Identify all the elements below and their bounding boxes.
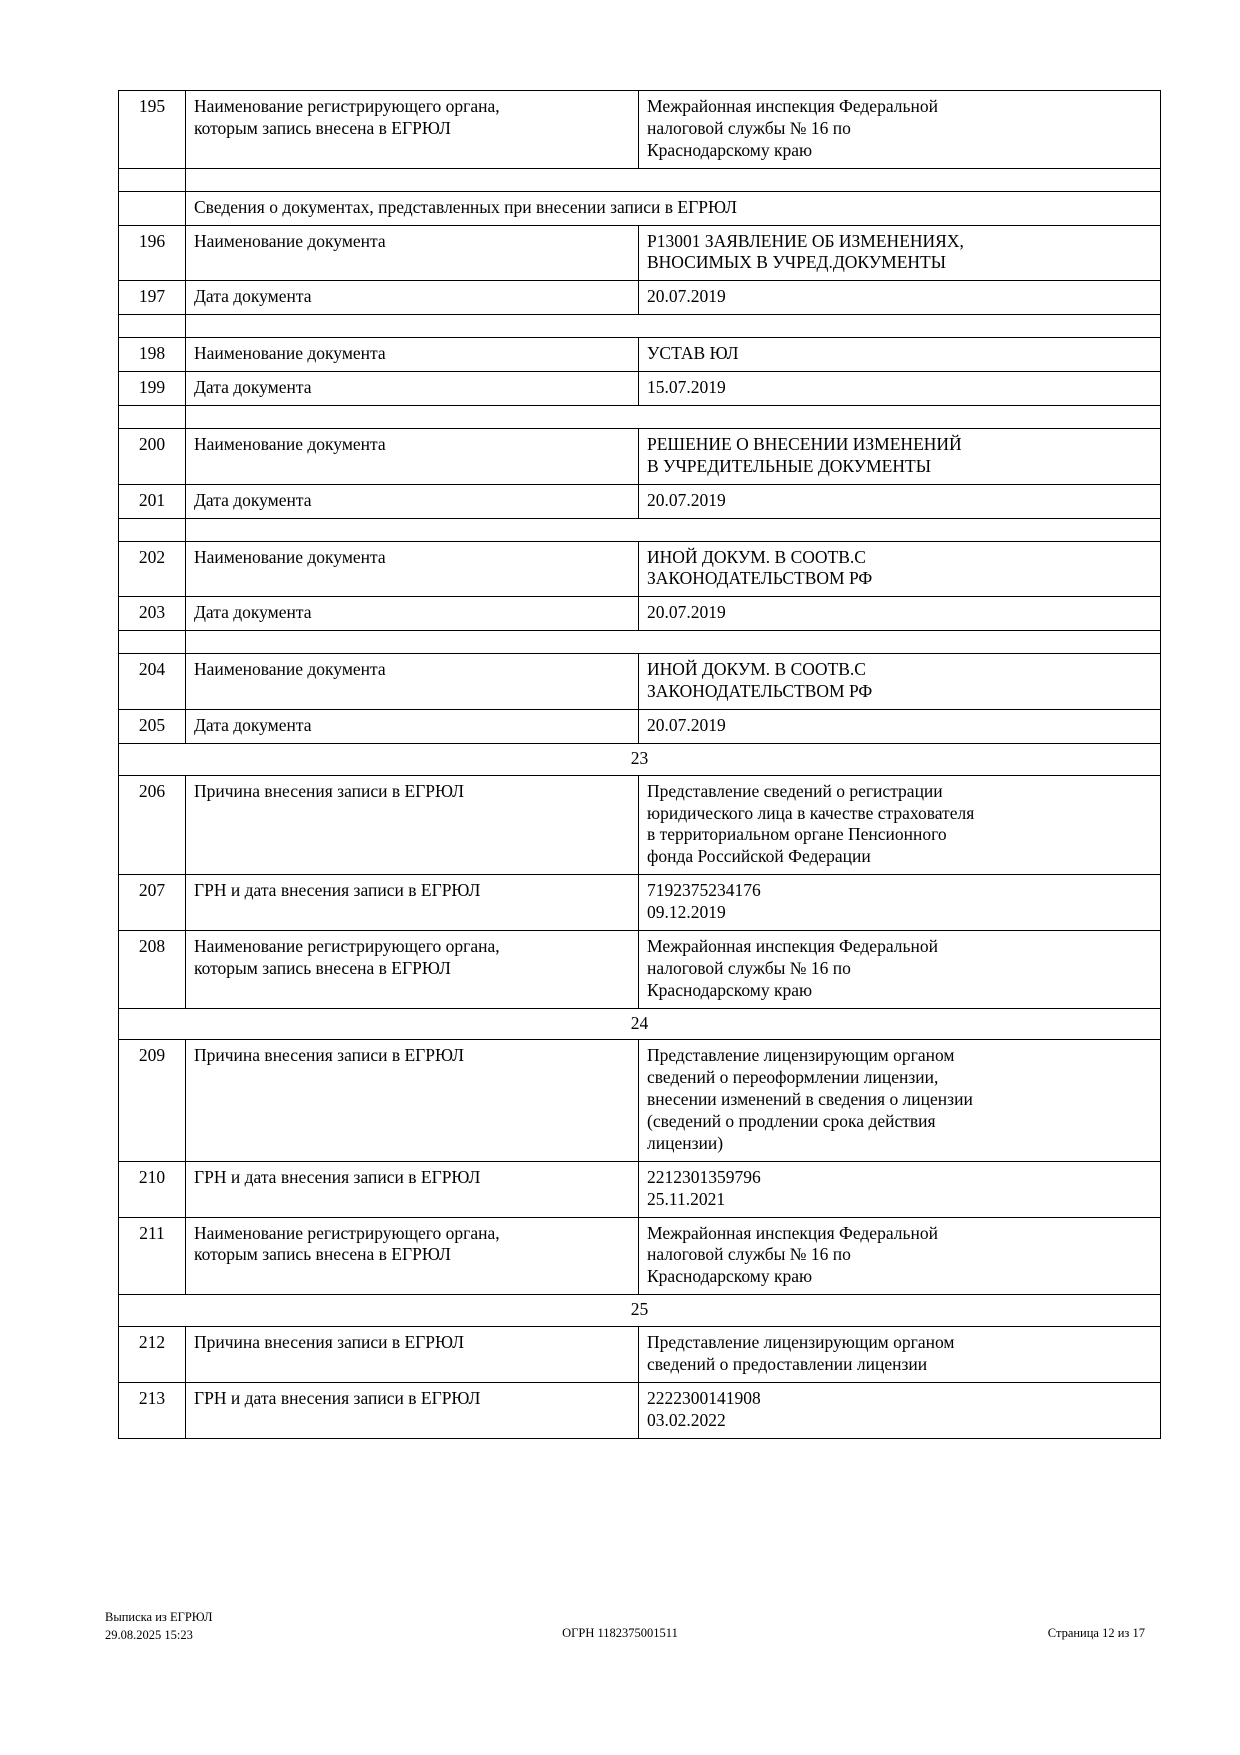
- table-section-row: [119, 1295, 1161, 1327]
- table-row: [119, 1161, 1161, 1217]
- table-spacer-row: [119, 168, 1161, 191]
- row-label: Дата документа: [186, 281, 639, 315]
- table-section-row: [119, 743, 1161, 775]
- subheading-label: Сведения о документах, представленных при внесении записи в ЕГРЮЛ: [186, 191, 1161, 225]
- row-label: Дата документа: [186, 709, 639, 743]
- row-label: Причина внесения записи в ЕГРЮЛ: [186, 1327, 639, 1383]
- row-value: 20.07.2019: [639, 281, 1161, 315]
- row-value: 7192375234176 09.12.2019: [639, 875, 1161, 931]
- row-label: Дата документа: [186, 597, 639, 631]
- row-number: 210: [119, 1161, 186, 1217]
- table-row: [119, 484, 1161, 518]
- page-footer: [0, 1608, 1240, 1678]
- spacer-cell-num: [119, 631, 186, 654]
- spacer-cell-body: [186, 168, 1161, 191]
- row-value: Межрайонная инспекция Федеральной налоговой службы № 16 по Краснодарскому краю: [639, 91, 1161, 169]
- row-value: 20.07.2019: [639, 597, 1161, 631]
- row-value: 20.07.2019: [639, 709, 1161, 743]
- table-row: [119, 775, 1161, 875]
- spacer-cell-body: [186, 315, 1161, 338]
- table-row: [119, 1382, 1161, 1438]
- table-row: [119, 709, 1161, 743]
- row-number: 205: [119, 709, 186, 743]
- table-row: [119, 597, 1161, 631]
- row-number: 202: [119, 541, 186, 597]
- row-value: 2222300141908 03.02.2022: [639, 1382, 1161, 1438]
- row-number: 206: [119, 775, 186, 875]
- footer-doc-title: Выписка из ЕГРЮЛ: [105, 1610, 213, 1624]
- table-spacer-row: [119, 631, 1161, 654]
- row-label: Наименование регистрирующего органа, которым запись внесена в ЕГРЮЛ: [186, 930, 639, 1008]
- section-number: 25: [119, 1295, 1161, 1327]
- row-label: Причина внесения записи в ЕГРЮЛ: [186, 775, 639, 875]
- spacer-cell-num: [119, 168, 186, 191]
- table-row: [119, 338, 1161, 372]
- row-number: 199: [119, 372, 186, 406]
- table-row: [119, 654, 1161, 710]
- table-spacer-row: [119, 405, 1161, 428]
- row-number: 203: [119, 597, 186, 631]
- row-label: Наименование документа: [186, 338, 639, 372]
- row-value: Межрайонная инспекция Федеральной налоговой службы № 16 по Краснодарскому краю: [639, 1217, 1161, 1295]
- table-section-row: [119, 1008, 1161, 1040]
- row-number: 197: [119, 281, 186, 315]
- row-value: 20.07.2019: [639, 484, 1161, 518]
- row-value: Представление сведений о регистрации юридического лица в качестве страхователя в территориальном органе Пенсионного фонда Российской Федерации: [639, 775, 1161, 875]
- spacer-cell-body: [186, 518, 1161, 541]
- row-label: Наименование регистрирующего органа, которым запись внесена в ЕГРЮЛ: [186, 91, 639, 169]
- row-value: РЕШЕНИЕ О ВНЕСЕНИИ ИЗМЕНЕНИЙ В УЧРЕДИТЕЛЬНЫЕ ДОКУМЕНТЫ: [639, 428, 1161, 484]
- row-number: 195: [119, 91, 186, 169]
- row-number: 204: [119, 654, 186, 710]
- row-number: 200: [119, 428, 186, 484]
- table-row: [119, 875, 1161, 931]
- row-label: ГРН и дата внесения записи в ЕГРЮЛ: [186, 1382, 639, 1438]
- row-value: УСТАВ ЮЛ: [639, 338, 1161, 372]
- row-value: ИНОЙ ДОКУМ. В СООТВ.С ЗАКОНОДАТЕЛЬСТВОМ РФ: [639, 541, 1161, 597]
- row-label: Дата документа: [186, 372, 639, 406]
- row-value: Р13001 ЗАЯВЛЕНИЕ ОБ ИЗМЕНЕНИЯХ, ВНОСИМЫХ В УЧРЕД.ДОКУМЕНТЫ: [639, 225, 1161, 281]
- row-value: Межрайонная инспекция Федеральной налоговой службы № 16 по Краснодарскому краю: [639, 930, 1161, 1008]
- row-value: ИНОЙ ДОКУМ. В СООТВ.С ЗАКОНОДАТЕЛЬСТВОМ РФ: [639, 654, 1161, 710]
- row-value: Представление лицензирующим органом сведений о переоформлении лицензии, внесении изменений в сведения о лицензии (сведений о продлении срока действия лицензии): [639, 1040, 1161, 1161]
- row-number: 208: [119, 930, 186, 1008]
- row-value: 15.07.2019: [639, 372, 1161, 406]
- table-subheading-row: [119, 191, 1161, 225]
- row-number: 201: [119, 484, 186, 518]
- egrul-records-table: [118, 90, 1161, 1439]
- spacer-cell-num: [119, 405, 186, 428]
- spacer-cell-body: [186, 631, 1161, 654]
- table-row: [119, 1217, 1161, 1295]
- spacer-cell-body: [186, 405, 1161, 428]
- table-row: [119, 1327, 1161, 1383]
- row-number: 212: [119, 1327, 186, 1383]
- row-label: Причина внесения записи в ЕГРЮЛ: [186, 1040, 639, 1161]
- table-row: [119, 930, 1161, 1008]
- row-label: Наименование документа: [186, 654, 639, 710]
- table-row: [119, 372, 1161, 406]
- spacer-cell-num: [119, 518, 186, 541]
- row-label: Наименование документа: [186, 541, 639, 597]
- footer-timestamp: 29.08.2025 15:23: [105, 1628, 193, 1643]
- row-label: Дата документа: [186, 484, 639, 518]
- table-body: [119, 91, 1161, 1439]
- table-row: [119, 91, 1161, 169]
- row-number: 211: [119, 1217, 186, 1295]
- spacer-cell-num: [119, 315, 186, 338]
- table-row: [119, 225, 1161, 281]
- section-number: 24: [119, 1008, 1161, 1040]
- row-number: 196: [119, 225, 186, 281]
- subheading-cell-num: [119, 191, 186, 225]
- row-label: ГРН и дата внесения записи в ЕГРЮЛ: [186, 875, 639, 931]
- footer-ogrn: ОГРН 1182375001511: [562, 1626, 678, 1640]
- table-row: [119, 541, 1161, 597]
- row-label: ГРН и дата внесения записи в ЕГРЮЛ: [186, 1161, 639, 1217]
- section-number: 23: [119, 743, 1161, 775]
- table-spacer-row: [119, 518, 1161, 541]
- table-row: [119, 428, 1161, 484]
- row-value: Представление лицензирующим органом сведений о предоставлении лицензии: [639, 1327, 1161, 1383]
- footer-page-number: Страница 12 из 17: [1047, 1626, 1145, 1640]
- row-label: Наименование документа: [186, 225, 639, 281]
- row-number: 207: [119, 875, 186, 931]
- row-value: 2212301359796 25.11.2021: [639, 1161, 1161, 1217]
- table-spacer-row: [119, 315, 1161, 338]
- row-number: 198: [119, 338, 186, 372]
- table-row: [119, 1040, 1161, 1161]
- table-row: [119, 281, 1161, 315]
- row-label: Наименование регистрирующего органа, которым запись внесена в ЕГРЮЛ: [186, 1217, 639, 1295]
- row-number: 213: [119, 1382, 186, 1438]
- row-number: 209: [119, 1040, 186, 1161]
- row-label: Наименование документа: [186, 428, 639, 484]
